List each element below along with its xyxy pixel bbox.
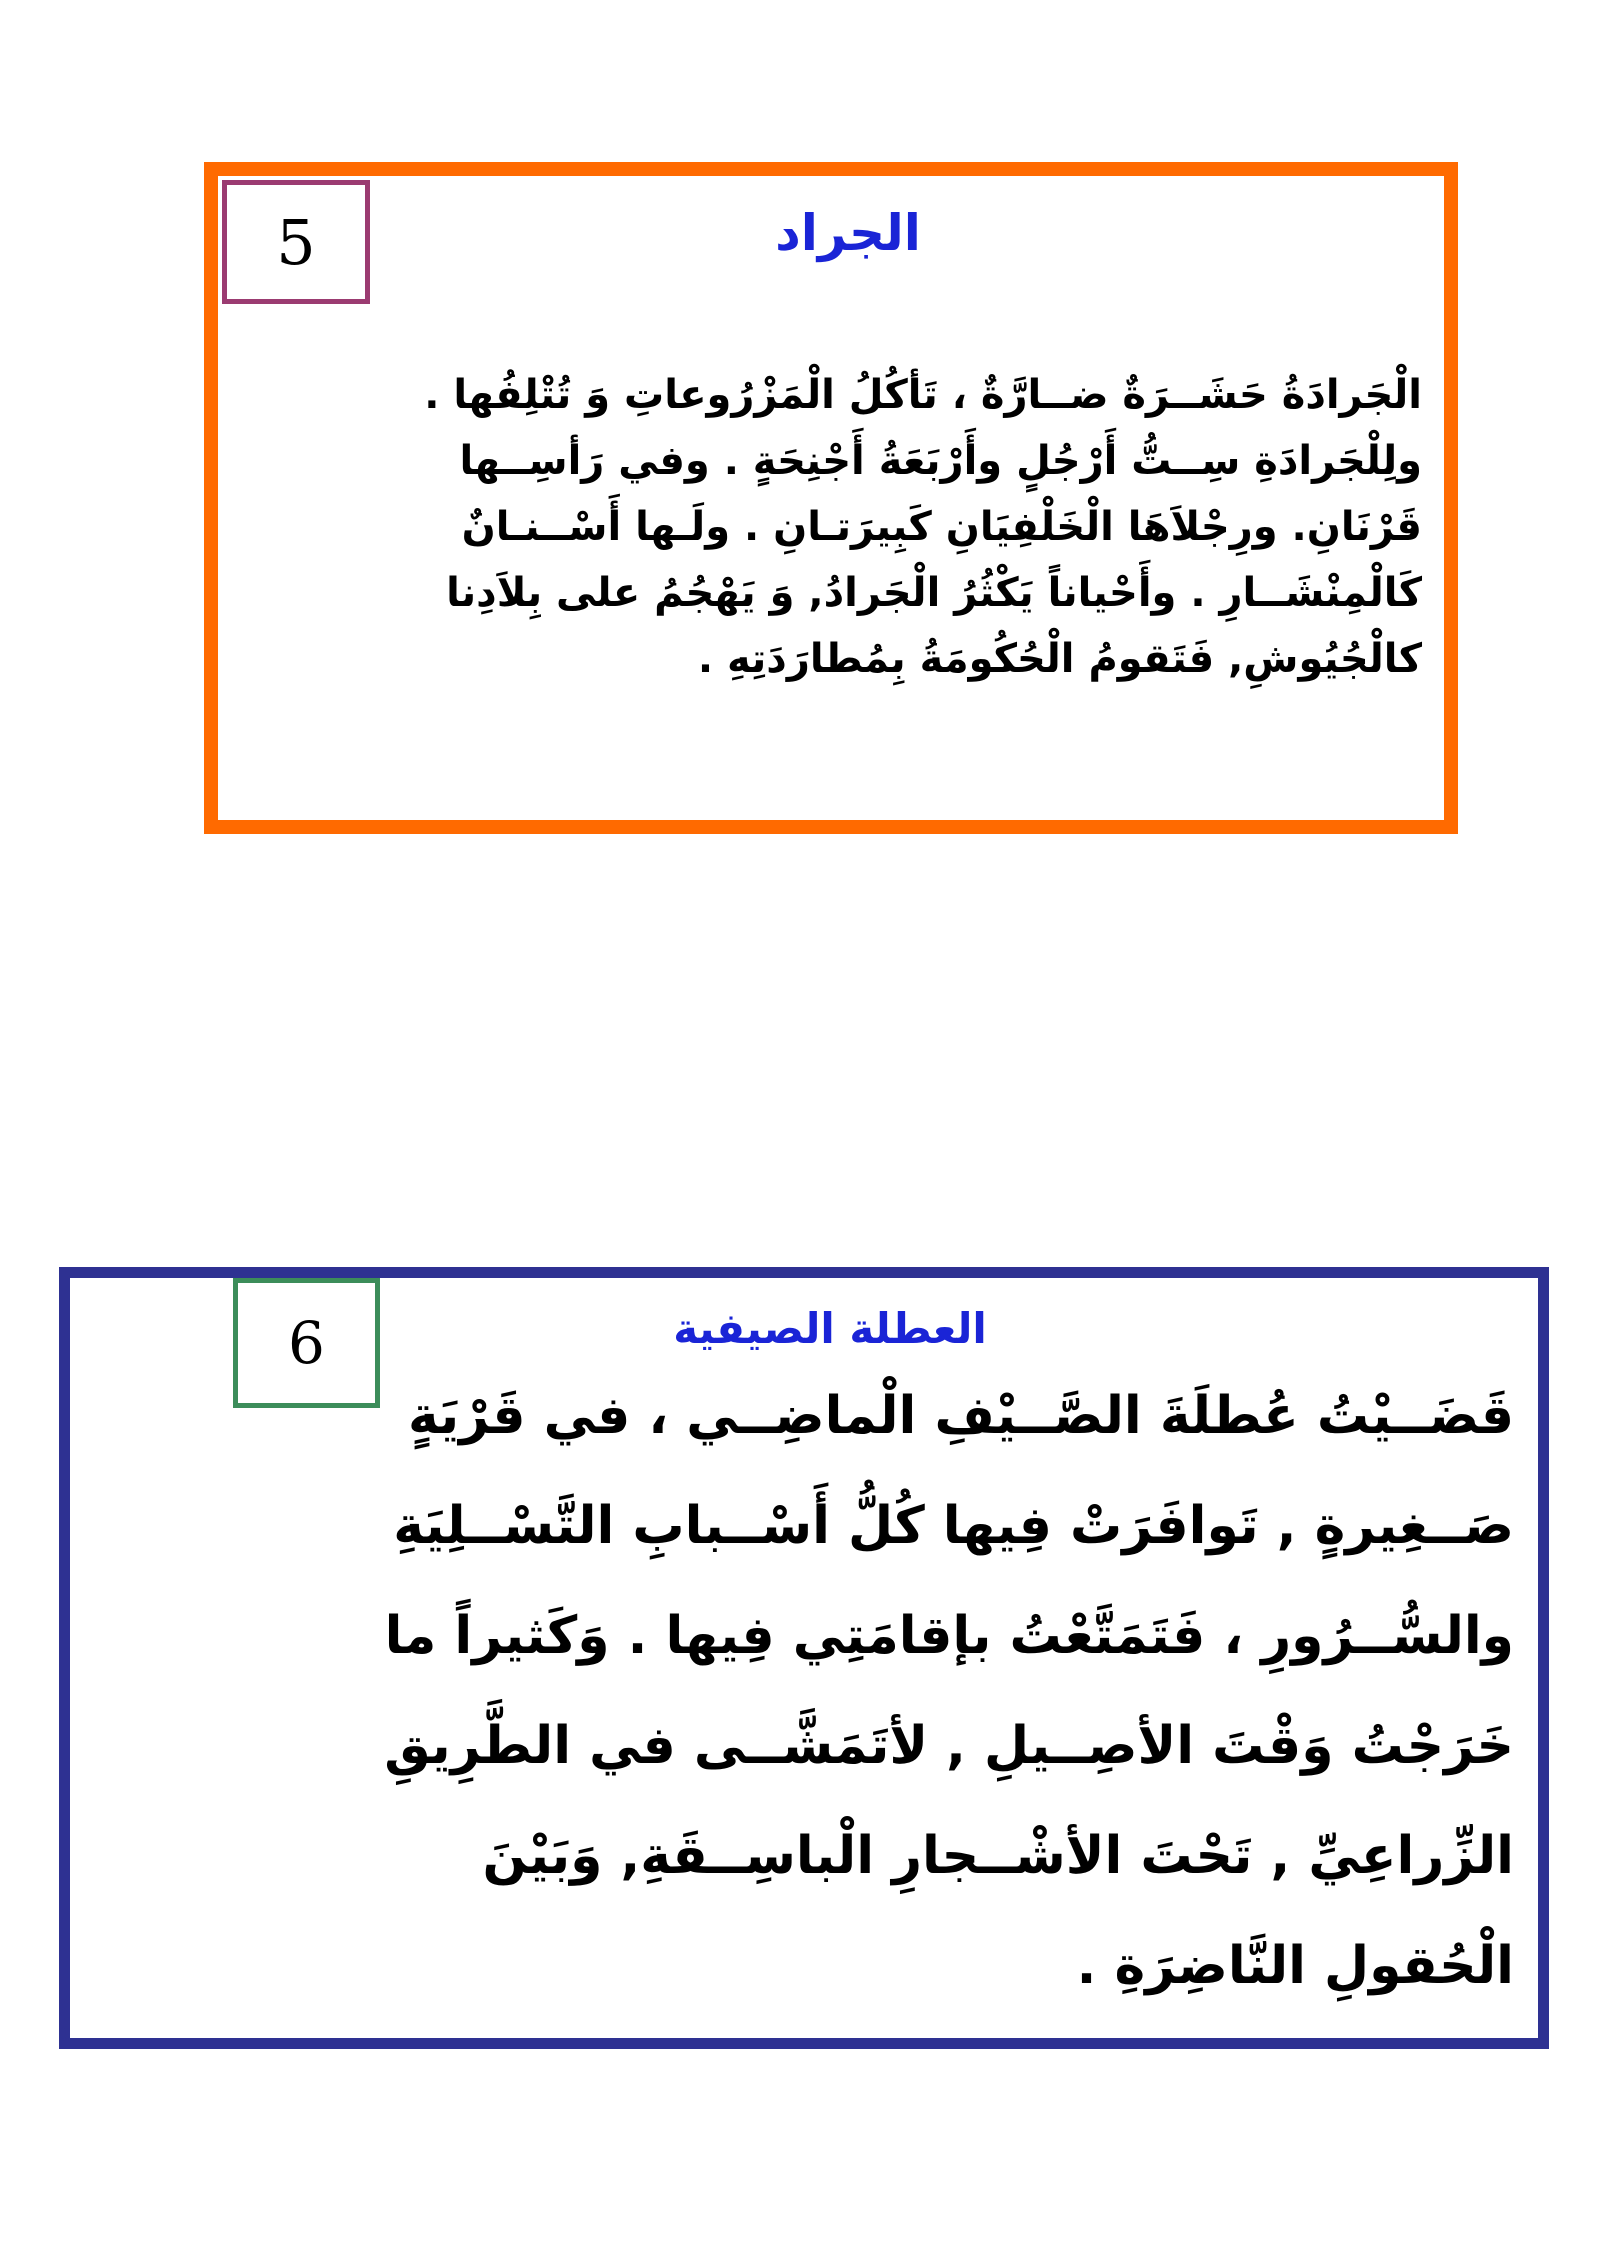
paragraph-line: صَــغِيرةٍ , تَوافَرَتْ فِيها كُلُّ أَسْــبابِ التَّسْــلِيَةِ: [393, 1496, 1514, 1556]
card-number-box: 5: [222, 180, 370, 304]
paragraph-line: كَالْمِنْشَــارِ . وأَحْياناً يَكْثُرُ الْجَرادُ, وَ يَهْجُمُ على بِلاَدِنا: [446, 570, 1422, 616]
paragraph-line: خَرَجْتُ وَقْتَ الأصِــيلِ , لأتَمَشَّــى في الطَّرِيقِ: [384, 1716, 1514, 1776]
reading-card-locust: [204, 162, 1458, 834]
paragraph-line: الْحُقولِ النَّاضِرَةِ .: [1076, 1936, 1514, 1996]
paragraph-line: الْجَرادَةُ حَشَــرَةٌ ضــارَّةٌ ، تَأكُلُ الْمَزْرُوعاتِ وَ تُتْلِفُها .: [424, 372, 1422, 418]
paragraph-line: ولِلْجَرادَةِ سِــتُّ أَرْجُلٍ وأَرْبَعَةُ أَجْنِحَةٍ . وفي رَأسِــها: [459, 438, 1422, 484]
reading-card-summer-holiday: [59, 1267, 1549, 2049]
paragraph-line: والسُّــرُورِ ، فَتَمَتَّعْتُ بإقامَتِي فِيها . وَكَثيراً ما: [384, 1606, 1514, 1666]
card-title: الجراد: [775, 204, 921, 262]
paragraph-line: قَضَــيْتُ عُطلَةَ الصَّــيْفِ الْماضِــي ، في قَرْيَةٍ: [408, 1386, 1514, 1446]
card-number-box: 6: [233, 1278, 380, 1408]
paragraph-line: كالْجُيُوشِ, فَتَقومُ الْحُكُومَةُ بِمُطارَدَتِهِ .: [697, 636, 1422, 682]
paragraph-line: الزِّراعِيِّ , تَحْتَ الأشْــجارِ الْباسِــقَةِ, وَبَيْنَ: [482, 1826, 1514, 1886]
card-title: العطلة الصيفية: [673, 1304, 987, 1353]
paragraph-line: قَرْنَانِ. ورِجْلاَهَا الْخَلْفِيَانِ كَبِيرَتـانِ . ولَـها أَسْــنـانٌ: [461, 504, 1422, 550]
